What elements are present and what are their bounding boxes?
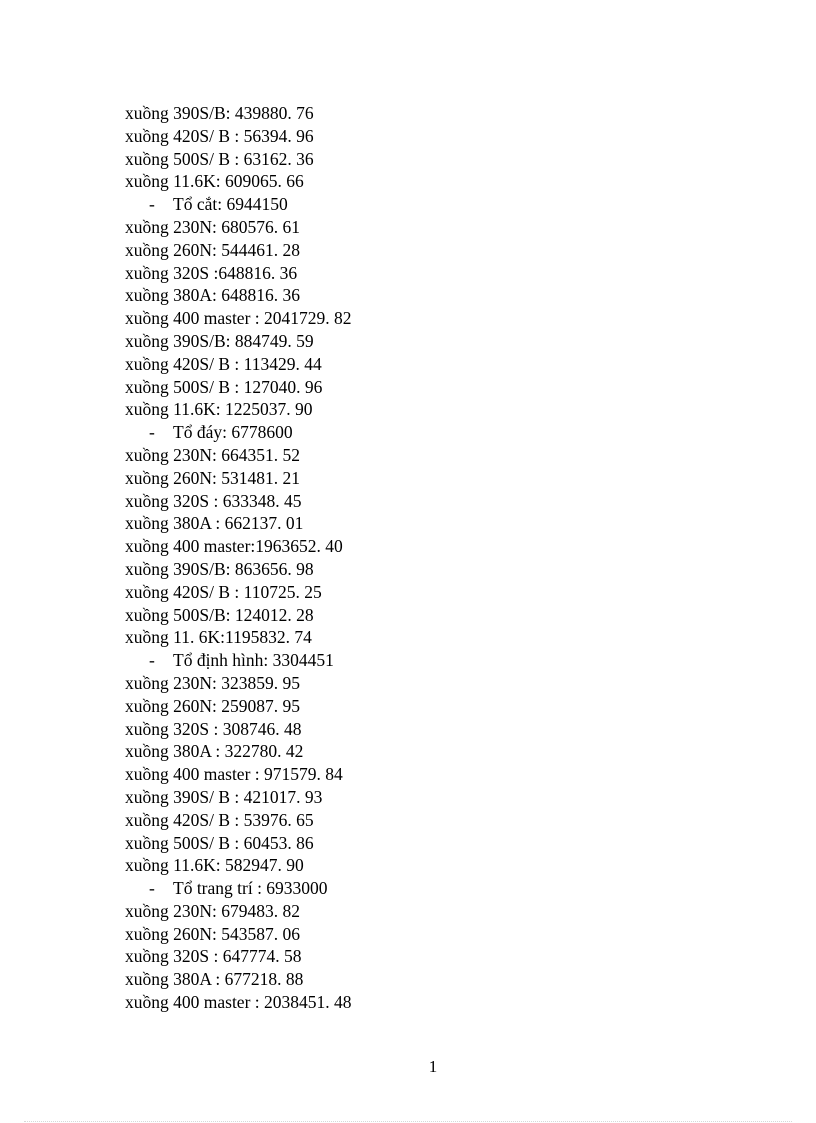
list-item: xuồng 400 master : 971579. 84 [125, 764, 343, 785]
section-heading-text: Tổ trang trí : 6933000 [173, 878, 328, 899]
list-item: xuồng 260N: 531481. 21 [125, 467, 300, 488]
list-item: xuồng 11.6K: 609065. 66 [125, 171, 304, 192]
list-item: xuồng 420S/ B : 113429. 44 [125, 353, 322, 374]
list-item: xuồng 500S/ B : 60453. 86 [125, 832, 314, 853]
list-item: xuồng 390S/B: 884749. 59 [125, 330, 314, 351]
list-item: xuồng 400 master:1963652. 40 [125, 536, 343, 557]
list-item: xuồng 11.6K: 1225037. 90 [125, 399, 313, 420]
section-heading [125, 421, 725, 444]
list-item: xuồng 380A : 662137. 01 [125, 513, 304, 534]
list-item: xuồng 380A : 677218. 88 [125, 969, 304, 990]
list-item: xuồng 11. 6K:1195832. 74 [125, 627, 312, 648]
list-item: xuồng 260N: 544461. 28 [125, 239, 300, 260]
section-heading-text: Tổ định hình: 3304451 [173, 650, 334, 671]
list-item: xuồng 380A: 648816. 36 [125, 285, 300, 306]
bullet-dash: - [149, 650, 155, 671]
list-item: xuồng 260N: 259087. 95 [125, 695, 300, 716]
page-number: 1 [428, 1057, 438, 1076]
list-item: xuồng 230N: 679483. 82 [125, 900, 300, 921]
list-item: xuồng 400 master : 2038451. 48 [125, 992, 352, 1013]
list-item: xuồng 230N: 323859. 95 [125, 672, 300, 693]
list-item: xuồng 420S/ B : 110725. 25 [125, 581, 322, 602]
page-edge-divider [24, 1121, 792, 1122]
section-heading [125, 649, 725, 672]
section-heading [125, 193, 725, 216]
list-item: xuồng 320S : 633348. 45 [125, 490, 302, 511]
list-item: xuồng 320S : 308746. 48 [125, 718, 302, 739]
list-item: xuồng 230N: 680576. 61 [125, 216, 300, 237]
section-heading [125, 877, 725, 900]
list-item: xuồng 500S/ B : 63162. 36 [125, 148, 314, 169]
list-item: xuồng 260N: 543587. 06 [125, 923, 300, 944]
list-item: xuồng 380A : 322780. 42 [125, 741, 304, 762]
list-item: xuồng 320S : 647774. 58 [125, 946, 302, 967]
list-item: xuồng 11.6K: 582947. 90 [125, 855, 304, 876]
document-body [125, 102, 725, 1014]
list-item: xuồng 390S/B: 863656. 98 [125, 558, 314, 579]
section-heading-text: Tổ cắt: 6944150 [173, 194, 288, 215]
list-item: xuồng 420S/ B : 56394. 96 [125, 125, 314, 146]
list-item: xuồng 500S/B: 124012. 28 [125, 604, 314, 625]
bullet-dash: - [149, 878, 155, 899]
list-item: xuồng 390S/ B : 421017. 93 [125, 786, 323, 807]
bullet-dash: - [149, 422, 155, 443]
list-item: xuồng 420S/ B : 53976. 65 [125, 809, 314, 830]
list-item: xuồng 230N: 664351. 52 [125, 444, 300, 465]
bullet-dash: - [149, 194, 155, 215]
list-item: xuồng 320S :648816. 36 [125, 262, 298, 283]
section-heading-text: Tổ đáy: 6778600 [173, 422, 293, 443]
list-item: xuồng 500S/ B : 127040. 96 [125, 376, 323, 397]
list-item: xuồng 400 master : 2041729. 82 [125, 308, 352, 329]
list-item: xuồng 390S/B: 439880. 76 [125, 103, 314, 123]
